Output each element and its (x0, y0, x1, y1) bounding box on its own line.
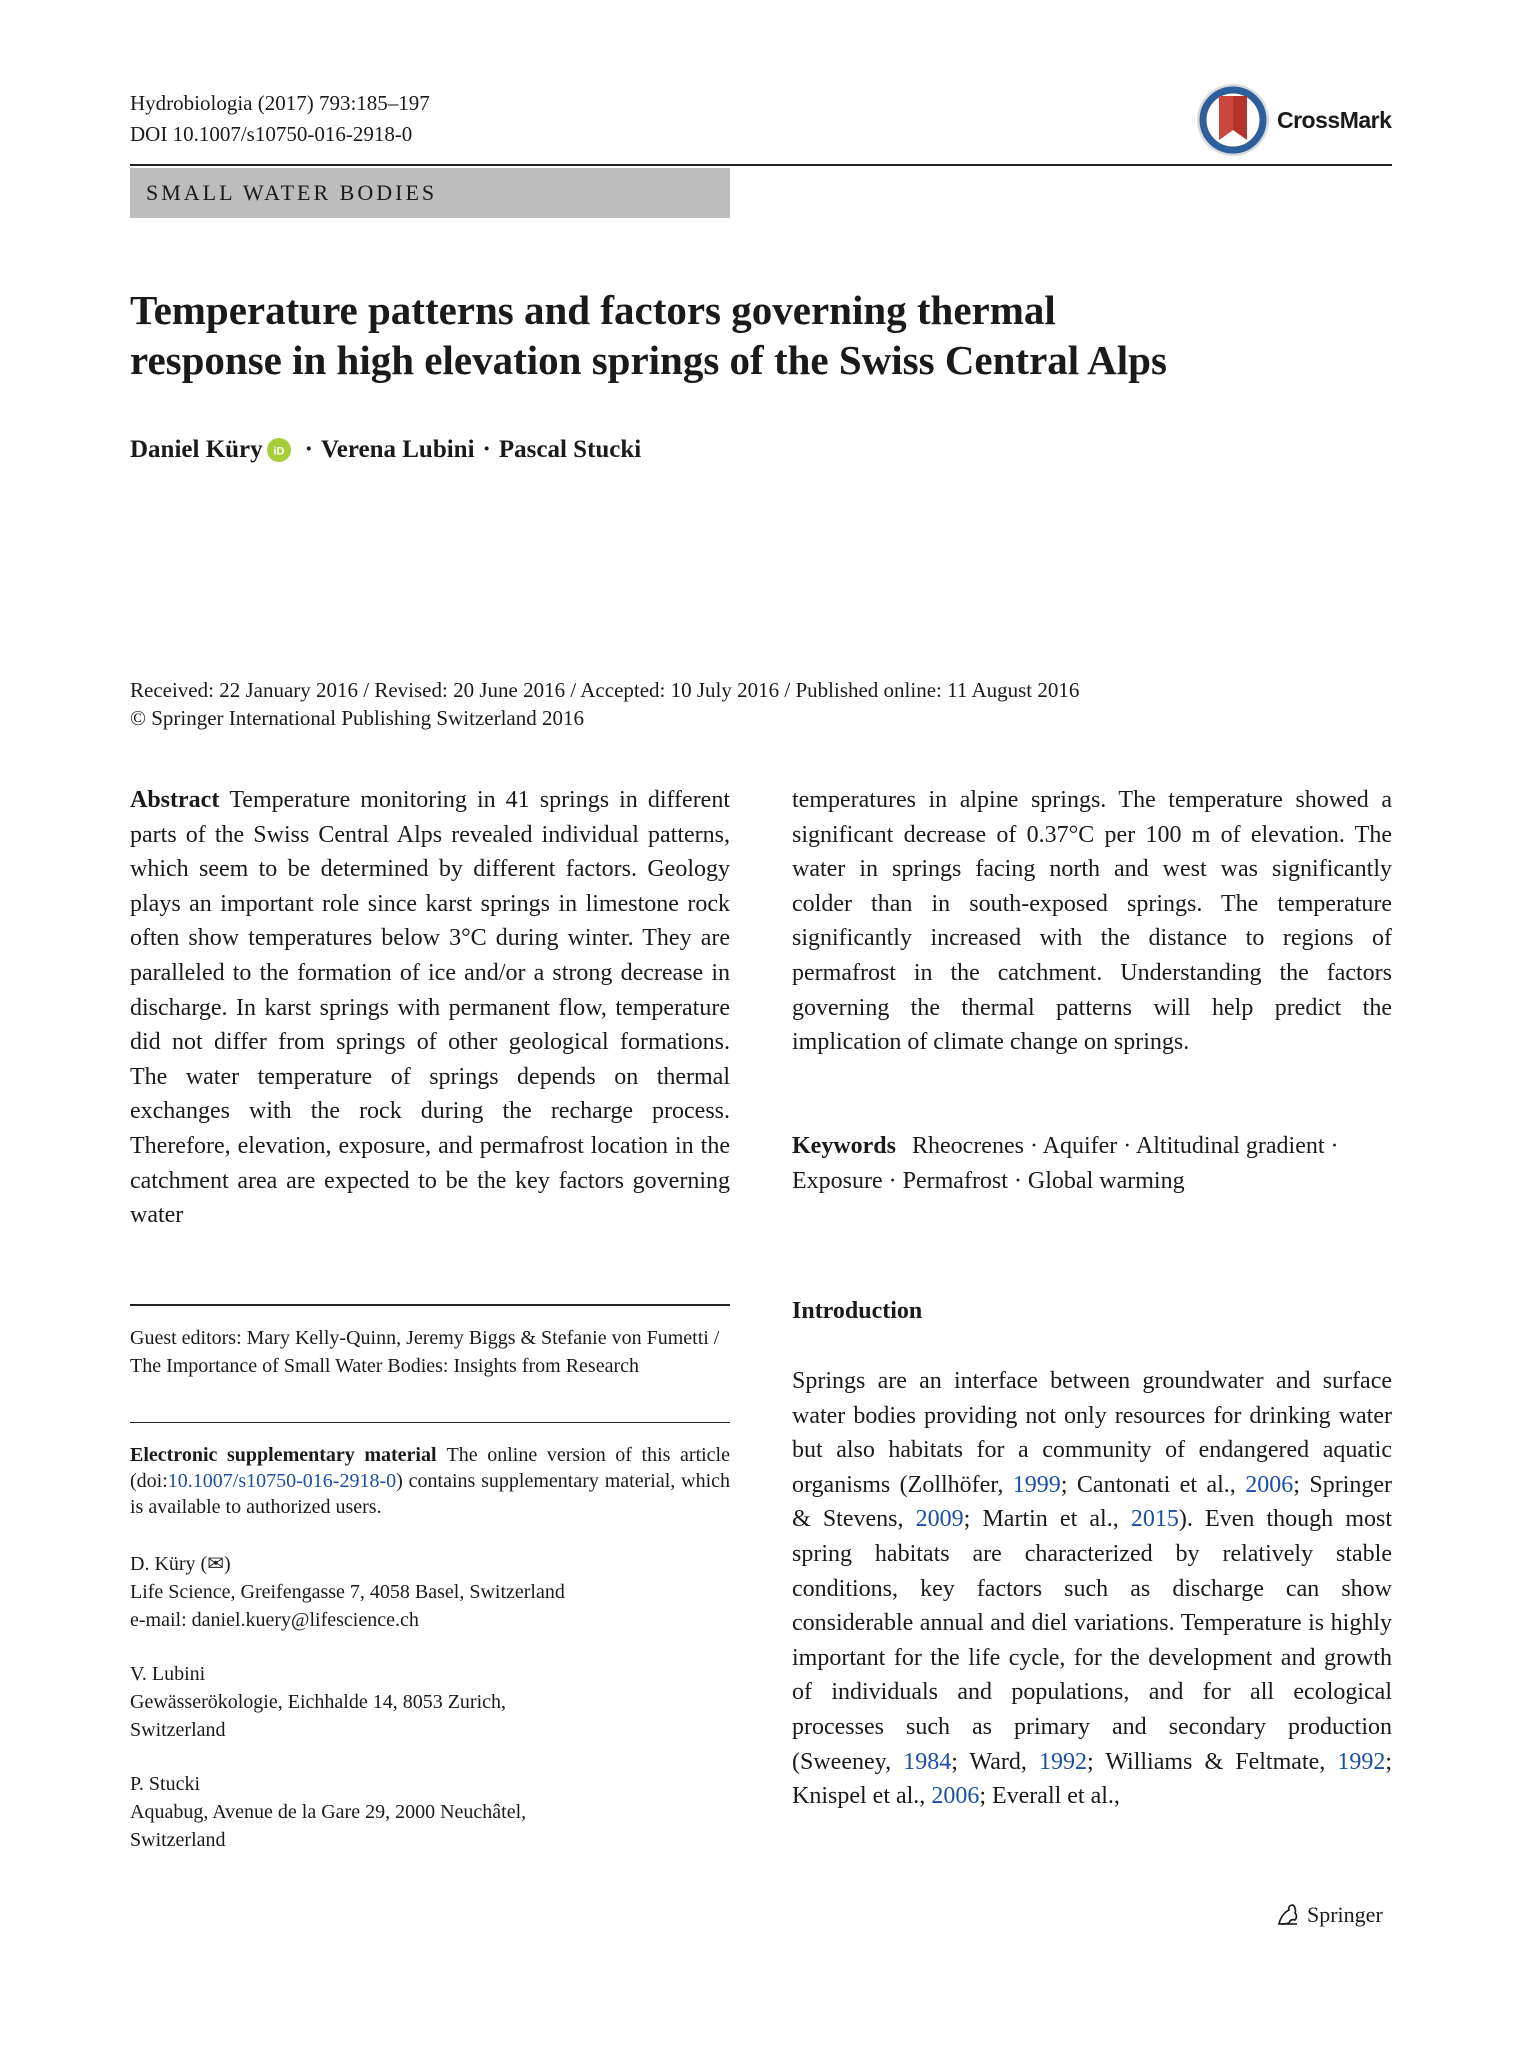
citation-link[interactable]: 2006 (931, 1783, 980, 1810)
title-line: response in high elevation springs of the Swiss Central Alps (130, 337, 1167, 383)
section-label: SMALL WATER BODIES (130, 168, 730, 218)
citation-link[interactable]: 2015 (1130, 1506, 1179, 1533)
abstract-text: Temperature monitoring in 41 springs in different parts of the Swiss Central Alps revealed individual patterns, which seem to be determined by different factors. Geology plays an important role since karst springs in limestone rock often show temperatures below 3°C during winter. They are paralleled to the formation of ice and/or a strong decrease in discharge. In karst springs with permanent flow, temperature did not differ from springs of other geological formations. The water temperature of springs depends on thermal exchanges with the rock during the recharge process. Therefore, elevation, exposure, and permafrost location in the catchment area are expected to be the key factors governing water (130, 787, 730, 1229)
orcid-icon[interactable] (267, 438, 291, 462)
author-address (130, 1770, 730, 1854)
esm-heading: Electronic supplementary material (130, 1444, 437, 1466)
address-line: Switzerland (130, 1719, 226, 1741)
journal-meta (130, 88, 430, 150)
copyright-line: © Springer International Publishing Switzerland 2016 (130, 706, 584, 730)
intro-text-segment: ; Springer & Stevens, (792, 1471, 1393, 1533)
address-email[interactable]: e-mail: daniel.kuery@lifescience.ch (130, 1609, 419, 1631)
citation-link[interactable]: 1999 (1012, 1471, 1061, 1498)
citation-link[interactable]: 1992 (1039, 1748, 1088, 1775)
author-separator: · (304, 436, 313, 463)
journal-citation: Hydrobiologia (2017) 793:185–197 (130, 91, 430, 115)
keywords-text: Rheocrenes · Aquifer · Altitudinal gradient · Exposure · Permafrost · Global warming (792, 1133, 1339, 1194)
author-address (130, 1550, 730, 1634)
intro-text-segment: ; Everall et al., (979, 1783, 1120, 1810)
abstract-right: temperatures in alpine springs. The temperature showed a significant decrease of 0.37°C per 100 m of elevation. The water in springs facing north and west was significantly colder than in south-exposed springs. The temperature significantly increased with the distance to regions of permafrost in the catchment. Understanding the factors governing the thermal patterns will help predict the implication of climate change on springs. (792, 787, 1392, 1056)
author-name[interactable]: Daniel Küry (130, 436, 263, 463)
footnote-divider (130, 1422, 730, 1423)
springer-horse-icon (1275, 1902, 1301, 1928)
intro-text-segment: ; Martin et al., (963, 1506, 1131, 1533)
keywords (792, 1129, 1392, 1198)
intro-text-segment: ; Williams & Feltmate, (1087, 1748, 1338, 1775)
citation-link[interactable]: 1992 (1337, 1748, 1386, 1775)
intro-text-segment: Springs are an interface between groundwater and surface water bodies providing not only resources for drinking water but also habitats for a community of endangered aquatic organisms (Zollhöfer, (792, 1368, 1392, 1498)
title-line: Temperature patterns and factors governing thermal (130, 287, 1056, 333)
dates-line: Received: 22 January 2016 / Revised: 20 June 2016 / Accepted: 10 July 2016 / Published online: 11 August 2016 (130, 678, 1080, 702)
introduction-heading: Introduction (792, 1298, 923, 1324)
supplementary-material-note (130, 1442, 730, 1520)
crossmark-badge[interactable] (1195, 80, 1395, 160)
citation-link[interactable]: 2006 (1245, 1471, 1294, 1498)
esm-doi-link[interactable]: 10.1007/s10750-016-2918-0 (167, 1470, 397, 1492)
citation-link[interactable]: 1984 (903, 1748, 952, 1775)
address-name: P. Stucki (130, 1773, 201, 1795)
doi-line: DOI 10.1007/s10750-016-2918-0 (130, 122, 413, 146)
svg-text:iD: iD (273, 445, 285, 458)
guest-editors-note: Guest editors: Mary Kelly-Quinn, Jeremy Biggs & Stefanie von Fumetti / The Importance of Small Water Bodies: Insights from Research (130, 1327, 720, 1377)
keywords-heading: Keywords (792, 1133, 896, 1159)
intro-text-segment: ). Even though most spring habitats are characterized by relatively stable conditions, key factors such as discharge can show considerable annual and diel variations. Temperature is highly important for the life cycle, for the development and growth of individuals and populations, and for all ecological processes such as primary and secondary production (Sweeney, (792, 1506, 1392, 1775)
address-line: Switzerland (130, 1829, 226, 1851)
publisher-name: Springer (1307, 1902, 1383, 1927)
crossmark-icon (1195, 82, 1271, 158)
intro-text-segment: ; Ward, (951, 1748, 1040, 1775)
address-line: Life Science, Greifengasse 7, 4058 Basel, Switzerland (130, 1581, 565, 1603)
crossmark-label: CrossMark (1277, 106, 1392, 133)
publisher-footer (1275, 1902, 1383, 1928)
abstract-left (130, 783, 730, 1233)
address-name: D. Küry (✉) (130, 1553, 231, 1575)
abstract-heading: Abstract (130, 787, 220, 813)
paper-title (130, 285, 1330, 385)
publication-history (130, 676, 1079, 732)
author-separator: · (482, 436, 491, 463)
author-list (130, 436, 641, 464)
footnote-divider (130, 1304, 730, 1306)
esm-text: ) contains supplementary material, which is available to authorized users. (130, 1470, 730, 1518)
esm-text: The online version of this article (doi: (130, 1444, 730, 1492)
address-line: Gewässerökologie, Eichhalde 14, 8053 Zurich, (130, 1691, 507, 1713)
address-line: Aquabug, Avenue de la Gare 29, 2000 Neuchâtel, (130, 1801, 527, 1823)
intro-text-segment: ; Knispel et al., (792, 1748, 1393, 1810)
author-name[interactable]: Verena Lubini (321, 436, 475, 463)
intro-text-segment: ; Cantonati et al., (1060, 1471, 1246, 1498)
author-address (130, 1660, 730, 1744)
header-divider (130, 164, 1392, 166)
author-name[interactable]: Pascal Stucki (498, 436, 642, 463)
address-name: V. Lubini (130, 1663, 206, 1685)
introduction-text (792, 1364, 1392, 1814)
citation-link[interactable]: 2009 (915, 1506, 964, 1533)
